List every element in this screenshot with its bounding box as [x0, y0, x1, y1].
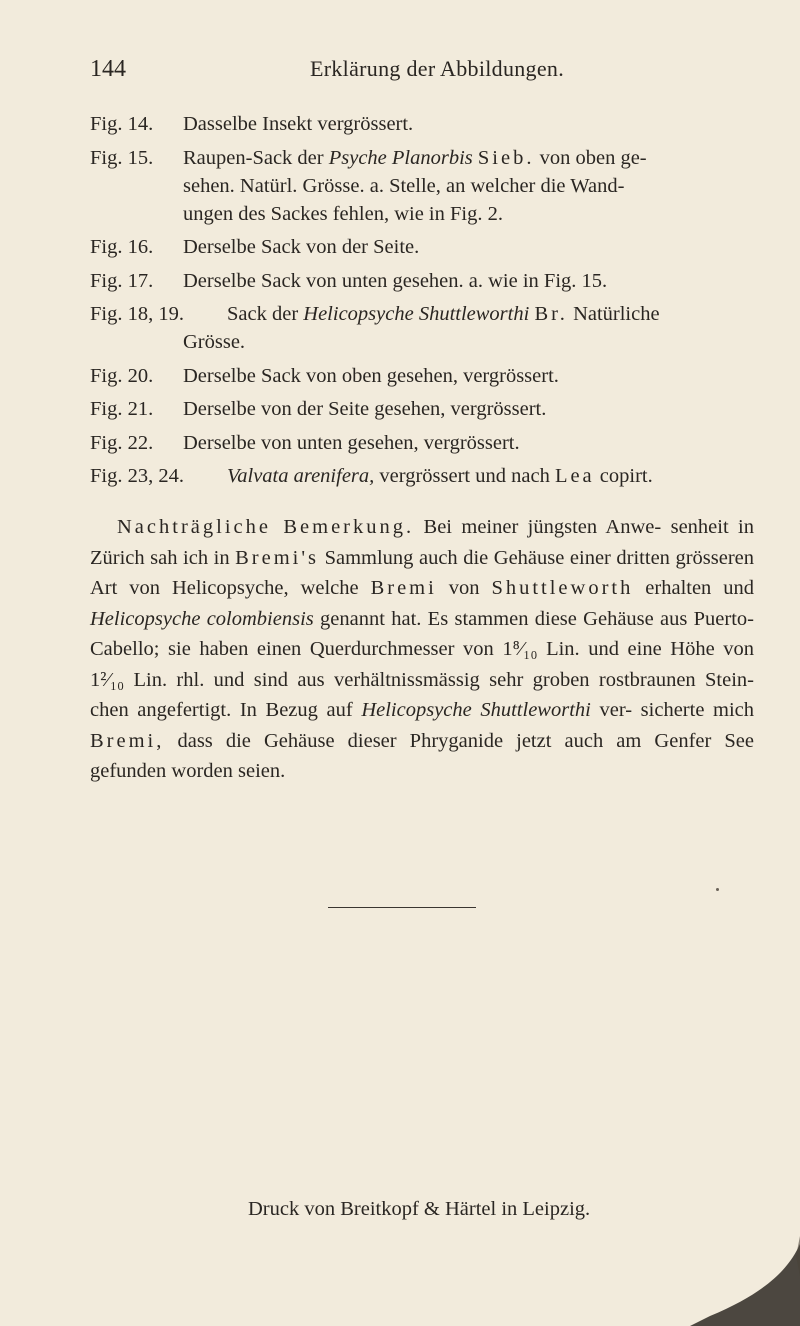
caption-text: von oben ge-: [539, 146, 647, 169]
caption-text: Derselbe von der Seite gesehen, vergrössert.: [183, 398, 547, 420]
note-text: senheit in Zürich sah ich in: [90, 516, 754, 569]
author-abbrev: Sieb.: [477, 146, 535, 169]
note-text: Bei meiner jüngsten Anwe-: [423, 516, 662, 538]
figure-legend-list: [90, 110, 770, 496]
author-abbrev: Lea: [554, 465, 595, 487]
paper-speck: [716, 888, 719, 891]
species-name: Psyche Planorbis: [328, 146, 473, 169]
note-text: von: [448, 577, 480, 599]
note-text: erhalten und: [645, 577, 754, 599]
species-name: Helicopsyche Shuttleworthi: [361, 699, 591, 721]
caption-text: Natürliche: [573, 303, 660, 325]
note-text: Sammlung auch die Gehäuse: [324, 546, 565, 569]
figure-label: Fig. 21.: [90, 398, 154, 420]
note-text: einer dritten grösseren Art von Helicopsyche, welche: [90, 546, 755, 599]
figure-caption-18-19: [90, 300, 770, 356]
note-heading: Nachträgliche Bemerkung.: [117, 516, 415, 538]
figure-caption-15: [90, 144, 770, 228]
person-name: Shuttleworth: [491, 577, 634, 599]
supplementary-note: [90, 512, 754, 787]
figure-caption-22: [90, 429, 770, 457]
page-edge-shadow: [650, 1236, 800, 1326]
section-divider: [328, 907, 476, 908]
caption-continuation: sehen. Natürl. Grösse. a. Stelle, an welcher die Wand-: [183, 174, 625, 197]
caption-text: Sack der: [227, 303, 299, 325]
figure-caption-21: [90, 395, 770, 423]
person-name: Bremi's: [235, 546, 320, 569]
figure-caption-20: [90, 362, 770, 390]
measurement: 1²⁄₁₀: [90, 668, 125, 691]
figure-caption-17: [90, 267, 770, 295]
species-name: Valvata arenifera,: [227, 465, 375, 487]
page-title: Erklärung der Abbildungen.: [310, 56, 565, 81]
species-name: Helicopsyche Shuttleworthi: [303, 303, 530, 325]
caption-text: Derselbe Sack von der Seite.: [183, 236, 420, 258]
figure-label: Fig. 23, 24.: [90, 465, 184, 487]
caption-continuation: Grösse.: [183, 331, 246, 353]
printer-imprint: Druck von Breitkopf & Härtel in Leipzig.: [248, 1198, 591, 1220]
caption-text: Raupen-Sack der: [183, 146, 324, 169]
caption-text: Dasselbe Insekt vergrössert.: [183, 113, 414, 135]
running-header: [0, 56, 800, 90]
note-text: Lin. rhl. und sind aus verhältnissmässig sehr groben rostbraunen Stein- chen angefertigt. In Bezug auf: [90, 668, 754, 721]
figure-caption-16: [90, 233, 770, 261]
figure-label: Fig. 20.: [90, 364, 154, 387]
figure-label: Fig. 22.: [90, 431, 154, 454]
caption-text: Derselbe Sack von unten gesehen. a. wie in Fig. 15.: [183, 269, 608, 292]
figure-label: Fig. 17.: [90, 269, 154, 292]
figure-caption-14: [90, 110, 770, 138]
person-name: Bremi,: [90, 729, 165, 752]
note-text: dass die Gehäuse dieser Phryganide jetzt auch am Genfer See gefunden worden seien.: [90, 729, 755, 782]
figure-label: Fig. 15.: [90, 146, 154, 169]
caption-continuation: ungen des Sackes fehlen, wie in Fig. 2.: [183, 202, 503, 225]
measurement: 1⁸⁄₁₀: [502, 638, 538, 660]
person-name: Bremi: [370, 577, 437, 599]
species-name: Helicopsyche colombiensis: [90, 607, 314, 630]
note-paragraph: [90, 512, 754, 787]
figure-label: Fig. 16.: [90, 236, 154, 258]
caption-text: copirt.: [599, 465, 653, 487]
note-text: ver- sicherte mich: [599, 699, 755, 721]
note-text: genannt hat. Es stammen diese Gehäuse aus Puerto-Cabello; sie haben einen Querdurchmesser von: [90, 607, 755, 660]
caption-text: Derselbe Sack von oben gesehen, vergrössert.: [183, 364, 559, 387]
figure-label: Fig. 18, 19.: [90, 303, 184, 325]
author-abbrev: Br.: [534, 303, 568, 325]
caption-text: vergrössert und nach: [379, 465, 550, 487]
figure-label: Fig. 14.: [90, 113, 154, 135]
note-text: Lin. und eine Höhe von: [546, 638, 755, 660]
figure-caption-23-24: [90, 462, 770, 490]
page-number: 144: [90, 56, 126, 82]
caption-text: Derselbe von unten gesehen, vergrössert.: [183, 431, 520, 454]
